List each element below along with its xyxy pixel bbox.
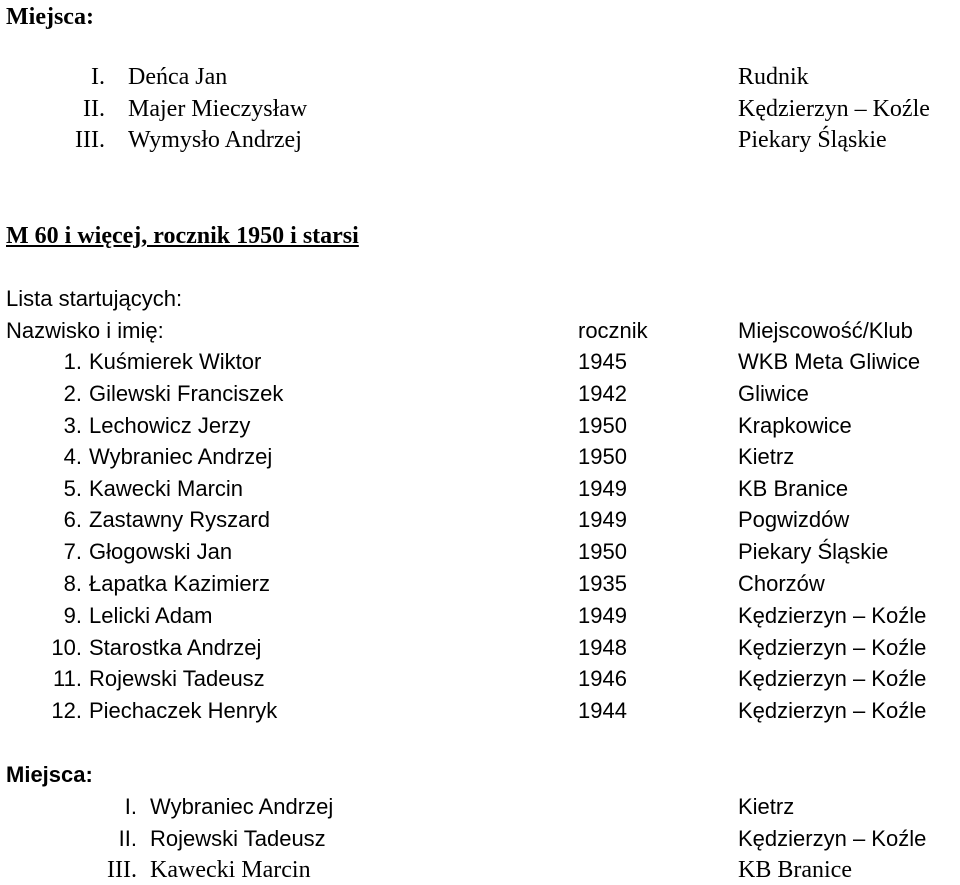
row-number: 1. — [63, 349, 82, 374]
bottom-places-heading: Miejsca: — [6, 762, 93, 787]
row-year: 1949 — [578, 476, 627, 501]
row-year: 1946 — [578, 666, 627, 691]
place-rank: II. — [118, 826, 137, 851]
row-number: 2. — [63, 381, 82, 406]
header-name: Nazwisko i imię: — [6, 318, 164, 343]
row-club: Krapkowice — [738, 413, 852, 438]
table-row — [0, 442, 960, 472]
row-number: 12. — [51, 698, 82, 723]
place-name: Kawecki Marcin — [150, 857, 311, 883]
row-number: 5. — [63, 476, 82, 501]
place-name: Wybraniec Andrzej — [150, 794, 334, 819]
row-club: Piekary Śląskie — [738, 539, 889, 564]
row-name: Lelicki Adam — [89, 603, 213, 628]
row-name: Rojewski Tadeusz — [89, 666, 265, 691]
place-rank: II. — [83, 96, 105, 122]
row-year: 1950 — [578, 413, 627, 438]
row-name: Głogowski Jan — [89, 539, 233, 564]
row-club: Kędzierzyn – Koźle — [738, 666, 927, 691]
table-row — [0, 411, 960, 441]
row-year: 1944 — [578, 698, 627, 723]
row-number: 7. — [63, 539, 82, 564]
row-year: 1935 — [578, 571, 627, 596]
row-club: Kietrz — [738, 444, 795, 469]
table-row — [0, 537, 960, 567]
category-title: M 60 i więcej, rocznik 1950 i starsi — [6, 223, 359, 249]
row-name: Starostka Andrzej — [89, 635, 262, 660]
row-number: 4. — [63, 444, 82, 469]
place-name: Wymysło Andrzej — [128, 127, 302, 153]
table-row — [0, 347, 960, 377]
row-club: Kędzierzyn – Koźle — [738, 698, 927, 723]
bottom-place-row — [0, 824, 960, 854]
bottom-place-row — [0, 855, 960, 885]
place-club: Rudnik — [738, 64, 809, 90]
row-name: Lechowicz Jerzy — [89, 413, 251, 438]
row-year: 1950 — [578, 444, 627, 469]
table-row — [0, 569, 960, 599]
top-place-row — [0, 62, 960, 92]
row-number: 11. — [53, 666, 82, 691]
row-club: Kędzierzyn – Koźle — [738, 603, 927, 628]
table-row — [0, 633, 960, 663]
table-row — [0, 474, 960, 504]
header-year: rocznik — [578, 318, 648, 343]
row-club: KB Branice — [738, 476, 849, 501]
row-year: 1942 — [578, 381, 627, 406]
starters-list-label: Lista startujących: — [6, 286, 183, 311]
row-name: Łapatka Kazimierz — [89, 571, 270, 596]
row-year: 1949 — [578, 507, 627, 532]
place-rank: III. — [75, 127, 105, 153]
table-row — [0, 696, 960, 726]
row-club: Gliwice — [738, 381, 809, 406]
place-rank: III. — [107, 857, 137, 883]
row-year: 1950 — [578, 539, 627, 564]
place-name: Majer Mieczysław — [128, 96, 308, 122]
place-rank: I. — [124, 794, 137, 819]
row-name: Zastawny Ryszard — [89, 507, 270, 532]
row-number: 8. — [63, 571, 82, 596]
row-name: Gilewski Franciszek — [89, 381, 284, 406]
table-row — [0, 379, 960, 409]
row-club: Pogwizdów — [738, 507, 850, 532]
row-year: 1949 — [578, 603, 627, 628]
row-club: Kędzierzyn – Koźle — [738, 635, 927, 660]
row-number: 10. — [51, 635, 82, 660]
place-rank: I. — [91, 64, 105, 90]
top-place-row — [0, 94, 960, 124]
starters-header-row — [0, 316, 960, 346]
place-club: Piekary Śląskie — [738, 127, 887, 153]
table-row — [0, 601, 960, 631]
row-number: 6. — [63, 507, 82, 532]
row-name: Wybraniec Andrzej — [89, 444, 273, 469]
place-name: Rojewski Tadeusz — [150, 826, 326, 851]
table-row — [0, 505, 960, 535]
place-club: Kietrz — [738, 794, 795, 819]
row-name: Kuśmierek Wiktor — [89, 349, 262, 374]
place-club: Kędzierzyn – Koźle — [738, 826, 927, 851]
row-club: Chorzów — [738, 571, 825, 596]
place-name: Deńca Jan — [128, 64, 228, 90]
top-places-heading: Miejsca: — [6, 4, 94, 30]
bottom-place-row — [0, 792, 960, 822]
row-name: Piechaczek Henryk — [89, 698, 278, 723]
table-row — [0, 664, 960, 694]
row-club: WKB Meta Gliwice — [738, 349, 921, 374]
row-number: 3. — [63, 413, 82, 438]
place-club: KB Branice — [738, 857, 852, 883]
row-number: 9. — [63, 603, 82, 628]
header-club: Miejscowość/Klub — [738, 318, 913, 343]
place-club: Kędzierzyn – Koźle — [738, 96, 930, 122]
top-place-row — [0, 125, 960, 155]
row-year: 1945 — [578, 349, 627, 374]
row-year: 1948 — [578, 635, 627, 660]
row-name: Kawecki Marcin — [89, 476, 244, 501]
